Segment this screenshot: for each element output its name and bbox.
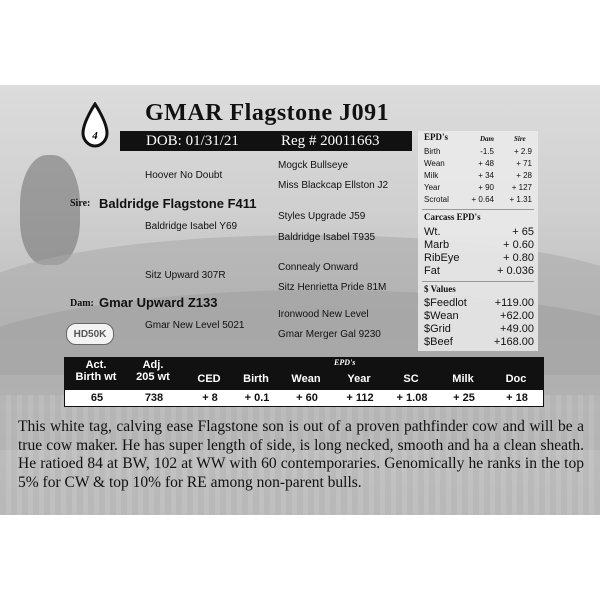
value-row-value: +119.00 bbox=[494, 297, 534, 309]
value-row-label: $Wean bbox=[424, 310, 459, 322]
epd-dam-value: + 48 bbox=[478, 159, 494, 168]
header-wean: Wean bbox=[291, 373, 321, 385]
value-row-label: $Beef bbox=[424, 336, 453, 348]
carcass-row-label: Wt. bbox=[424, 226, 441, 238]
value-row-value: +62.00 bbox=[500, 310, 534, 322]
value-row-value: +168.00 bbox=[493, 336, 534, 348]
pedigree-entry: Gmar Merger Gal 9230 bbox=[278, 329, 381, 340]
dob-reg-bar bbox=[120, 131, 412, 151]
epd-panel bbox=[418, 131, 538, 351]
header-sc: SC bbox=[403, 373, 419, 385]
epd-sire-value: + 28 bbox=[516, 171, 532, 180]
epd-sire-value: + 2.9 bbox=[513, 147, 532, 156]
pedigree-entry: Sitz Henrietta Pride 81M bbox=[278, 282, 387, 293]
epd-dam-value: + 0.64 bbox=[471, 195, 494, 204]
sire-name: Baldridge Flagstone F411 bbox=[99, 196, 257, 211]
pedigree-entry: Styles Upgrade J59 bbox=[278, 211, 366, 222]
epd-row-label: Birth bbox=[424, 147, 441, 156]
animal-name: GMAR Flagstone J091 bbox=[145, 100, 390, 126]
hd50k-badge: HD50K bbox=[66, 323, 114, 345]
header-act-birth-wt: Act. Birth wt bbox=[75, 359, 117, 383]
header-birth: Birth bbox=[243, 373, 269, 385]
epd-dam-value: + 34 bbox=[478, 171, 494, 180]
epd-row-label: Scrotal bbox=[424, 195, 449, 204]
epd-dam-column: Dam bbox=[480, 135, 494, 143]
cell-doc: + 18 bbox=[506, 392, 528, 404]
registration-number: Reg # 20011663 bbox=[280, 132, 380, 149]
carcass-title: Carcass EPD's bbox=[424, 212, 481, 222]
carcass-row-value: + 0.036 bbox=[496, 265, 534, 277]
pedigree-entry: Baldridge Isabel Y69 bbox=[145, 221, 238, 232]
epd-sire-column: Sire bbox=[514, 135, 526, 143]
pedigree-entry: Hoover No Doubt bbox=[145, 170, 223, 181]
cell-adj-205-wt: 738 bbox=[144, 392, 164, 404]
carcass-row-value: + 0.60 bbox=[503, 239, 534, 251]
description-text: This white tag, calving ease Flagstone son is out of a proven pathfinder cow and will be a true cow maker. He has super length of side, is long necked, smooth and ha a clean sheath. He ratioed 84 at BW, 102 at WW with 60 contemporaries. Genomically he ranks in the top 5% for CW & top 10% for RE among non-parent bulls. bbox=[18, 418, 584, 491]
pedigree-entry: Ironwood New Level bbox=[278, 309, 369, 320]
performance-table bbox=[64, 357, 544, 407]
header-ced: CED bbox=[197, 373, 221, 385]
epd-sire-value: + 1.31 bbox=[509, 195, 532, 204]
background-tree bbox=[20, 155, 80, 265]
carcass-row-label: Fat bbox=[424, 265, 440, 277]
divider bbox=[422, 281, 534, 282]
pedigree-entry: Miss Blackcap Ellston J2 bbox=[278, 180, 389, 191]
value-row-label: $Grid bbox=[424, 323, 451, 335]
lot-drop-icon bbox=[80, 102, 110, 148]
values-title: $ Values bbox=[424, 284, 456, 294]
dob-text: DOB: 01/31/21 bbox=[146, 132, 239, 149]
pedigree-entry: Gmar New Level 5021 bbox=[145, 320, 245, 331]
epd-row-label: Year bbox=[424, 183, 441, 192]
header-milk: Milk bbox=[452, 373, 474, 385]
pedigree-entry: Connealy Onward bbox=[278, 262, 359, 273]
header-adj-205-wt: Adj. 205 wt bbox=[136, 359, 170, 383]
cell-ced: + 8 bbox=[202, 392, 218, 404]
epd-row-label: Wean bbox=[424, 159, 445, 168]
value-row-label: $Feedlot bbox=[424, 297, 467, 309]
dam-name: Gmar Upward Z133 bbox=[99, 295, 218, 310]
epd-row-label: Milk bbox=[424, 171, 439, 180]
epd-title: EPD's bbox=[424, 132, 449, 142]
cell-birth: + 0.1 bbox=[244, 392, 270, 404]
cell-wean: + 60 bbox=[296, 392, 318, 404]
carcass-row-label: Marb bbox=[424, 239, 450, 251]
cell-milk: + 25 bbox=[453, 392, 475, 404]
cell-act-birth-wt: 65 bbox=[90, 392, 104, 404]
epds-group-label: EPD's bbox=[334, 358, 356, 367]
carcass-row-label: RibEye bbox=[424, 252, 460, 264]
epd-sire-value: + 71 bbox=[516, 159, 532, 168]
header-doc: Doc bbox=[505, 373, 527, 385]
epd-dam-value: + 90 bbox=[478, 183, 494, 192]
cell-year: + 112 bbox=[346, 392, 374, 404]
value-row-value: +49.00 bbox=[500, 323, 534, 335]
pedigree-entry: Mogck Bullseye bbox=[278, 160, 349, 171]
performance-table-header bbox=[64, 357, 544, 389]
sire-label: Sire: bbox=[70, 198, 91, 209]
pedigree-entry: Sitz Upward 307R bbox=[145, 270, 226, 281]
divider bbox=[422, 209, 534, 210]
epd-dam-value: -1.5 bbox=[480, 147, 494, 156]
lot-number: 4 bbox=[92, 130, 98, 142]
cell-sc: + 1.08 bbox=[396, 392, 428, 404]
performance-table-row bbox=[64, 389, 544, 407]
carcass-row-value: + 65 bbox=[512, 226, 534, 238]
pedigree-entry: Baldridge Isabel T935 bbox=[278, 232, 376, 243]
header-year: Year bbox=[347, 373, 371, 385]
dam-label: Dam: bbox=[70, 298, 94, 309]
carcass-row-value: + 0.80 bbox=[503, 252, 534, 264]
epd-sire-value: + 127 bbox=[511, 183, 532, 192]
